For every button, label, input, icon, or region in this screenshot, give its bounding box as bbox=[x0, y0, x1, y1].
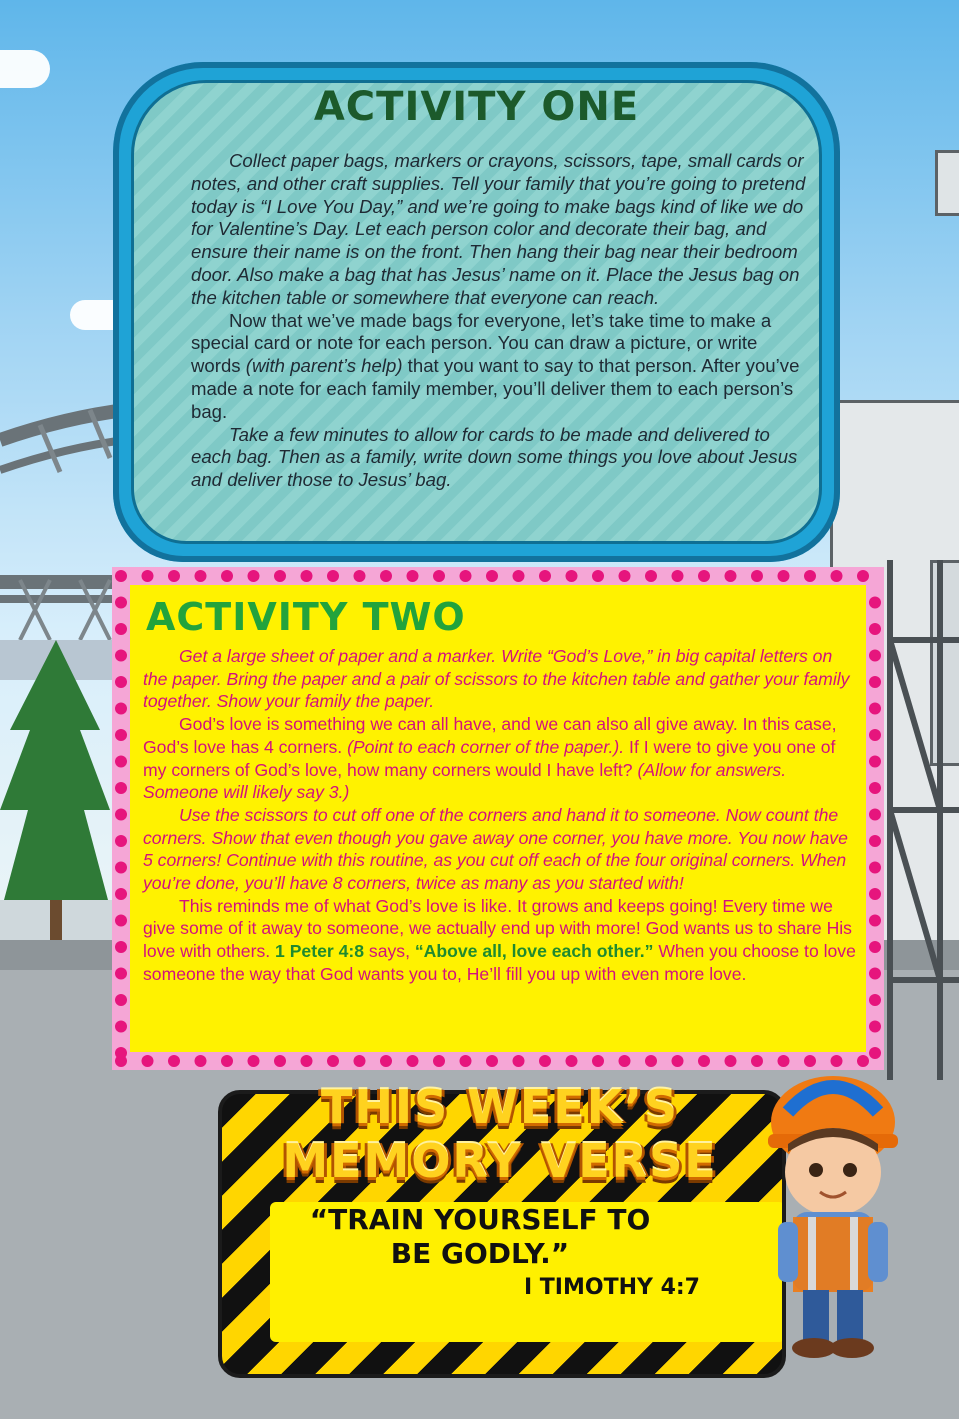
activity-two-body bbox=[143, 645, 861, 986]
border-dot bbox=[327, 1055, 339, 1067]
border-dot bbox=[407, 570, 419, 582]
border-dot bbox=[869, 809, 881, 821]
border-dot bbox=[869, 623, 881, 635]
tree-illustration bbox=[0, 640, 110, 960]
border-dot bbox=[195, 1055, 207, 1067]
border-dot bbox=[486, 570, 498, 582]
activity-one-paragraph: Collect paper bags, markers or crayons, scissors, tape, small cards or notes, and other craft supplies. Tell your family that you’re going to pretend today is “I Love You Day,” and we’re going to make bags kind of like we do for Valentine’s Day. Let each person color and decorate their bag, and ensure their name is on the front. Then hang their bag near their bedroom door. Also make a bag that has Jesus’ name on it. Place the Jesus bag on the kitchen table or somewhere that everyone can reach. bbox=[191, 150, 806, 308]
text-run: God’s love is something we can all have, and we can also all give away. In this case, God’s love has 4 corners. bbox=[143, 714, 837, 757]
activity-two-paragraph bbox=[143, 895, 861, 986]
verse-reference: I TIMOTHY 4:7 bbox=[523, 1275, 700, 1300]
border-dot bbox=[221, 570, 233, 582]
border-dot bbox=[274, 570, 286, 582]
activity-two-title: ACTIVITY TWO bbox=[146, 595, 466, 639]
border-dot bbox=[869, 650, 881, 662]
border-dot bbox=[592, 570, 604, 582]
activity-two-panel bbox=[130, 585, 866, 1052]
border-dot bbox=[869, 888, 881, 900]
border-dot bbox=[115, 756, 127, 768]
memory-verse-title-line2: MEMORY VERSE bbox=[282, 1134, 718, 1188]
border-dot bbox=[804, 570, 816, 582]
activity-one-paragraph bbox=[191, 310, 811, 424]
border-dot bbox=[592, 1055, 604, 1067]
border-dot bbox=[869, 941, 881, 953]
border-dot bbox=[115, 623, 127, 635]
border-dot bbox=[354, 570, 366, 582]
text-run: When you choose to love someone the way that God wants you to, He’ll fill you up with even more love. bbox=[143, 941, 856, 984]
border-dot bbox=[869, 1021, 881, 1033]
border-dot bbox=[539, 1055, 551, 1067]
border-dot bbox=[407, 1055, 419, 1067]
border-dot bbox=[778, 570, 790, 582]
border-dot bbox=[115, 782, 127, 794]
border-dot bbox=[115, 862, 127, 874]
border-dot bbox=[857, 570, 869, 582]
text-run-italic: (with parent’s help) bbox=[245, 355, 403, 377]
border-dot bbox=[115, 1021, 127, 1033]
border-dot bbox=[513, 1055, 525, 1067]
border-dot bbox=[725, 1055, 737, 1067]
border-dot bbox=[354, 1055, 366, 1067]
border-dot bbox=[115, 941, 127, 953]
memory-verse-heading bbox=[250, 1080, 750, 1188]
border-dot bbox=[115, 1047, 127, 1059]
border-dot bbox=[672, 1055, 684, 1067]
border-dot bbox=[168, 570, 180, 582]
border-dot bbox=[115, 968, 127, 980]
text-run-italic: (Allow for answers. Someone will likely say 3.) bbox=[143, 759, 787, 803]
border-dot bbox=[221, 1055, 233, 1067]
border-dot bbox=[248, 570, 260, 582]
border-dot bbox=[115, 915, 127, 927]
text-run-italic: (Point to each corner of the paper.). bbox=[347, 736, 625, 757]
border-dot bbox=[513, 570, 525, 582]
border-dot bbox=[115, 888, 127, 900]
border-dot bbox=[869, 676, 881, 688]
activity-two-paragraph: Use the scissors to cut off one of the corners and hand it to someone. Now count the corners. Show that even though you gave away one corner, you have more. You now have 5 corners! Continue with this routine, as you cut off each of the four original corners. When you’re done, you’ll have 8 corners, twice as many as you started with! bbox=[143, 804, 848, 894]
border-dot bbox=[115, 994, 127, 1006]
border-dot bbox=[115, 676, 127, 688]
scripture-reference: 1 Peter 4:8 bbox=[275, 941, 365, 962]
border-dot bbox=[142, 570, 154, 582]
border-dot bbox=[869, 782, 881, 794]
text-run: that you want to say to that person. After you’ve made a note for each family member, you’ll deliver them to each person’s bag. bbox=[191, 355, 800, 422]
activity-two-card bbox=[112, 567, 884, 1070]
border-dot bbox=[869, 597, 881, 609]
border-dot bbox=[115, 570, 127, 582]
scripture-quote: “Above all, love each other.” bbox=[414, 941, 654, 962]
memory-verse-text bbox=[230, 1203, 730, 1271]
border-dot bbox=[645, 1055, 657, 1067]
border-dot bbox=[115, 809, 127, 821]
border-dot bbox=[433, 570, 445, 582]
border-dot bbox=[380, 1055, 392, 1067]
border-dot bbox=[725, 570, 737, 582]
border-dot bbox=[869, 729, 881, 741]
verse-line: BE GODLY.” bbox=[390, 1237, 570, 1270]
text-run: This reminds me of what God’s love is like. It grows and keeps going! Every time we give some of it away to someone, we actually end up with more! God wants us to share His love with others. bbox=[143, 895, 852, 962]
border-dot bbox=[115, 729, 127, 741]
border-dot bbox=[460, 1055, 472, 1067]
border-dot bbox=[869, 994, 881, 1006]
border-dot bbox=[460, 570, 472, 582]
border-dot bbox=[645, 570, 657, 582]
building bbox=[935, 150, 959, 216]
cloud bbox=[0, 50, 50, 88]
border-dot bbox=[168, 1055, 180, 1067]
activity-one-title: ACTIVITY ONE bbox=[313, 84, 640, 130]
border-dot bbox=[869, 835, 881, 847]
text-run: If I were to give you one of my corners of God’s love, how many corners would I have left? bbox=[143, 736, 836, 780]
border-dot bbox=[380, 570, 392, 582]
text-run: Now that we’ve made bags for everyone, let’s take time to make a special card or note for each person. You can draw a picture, or write words bbox=[191, 309, 772, 377]
border-dot bbox=[672, 570, 684, 582]
border-dot bbox=[142, 1055, 154, 1067]
border-dot bbox=[869, 862, 881, 874]
memory-verse-title-line1: THIS WEEK’S bbox=[321, 1080, 679, 1134]
verse-line: “TRAIN YOURSELF TO bbox=[309, 1203, 651, 1236]
border-dot bbox=[115, 703, 127, 715]
border-dot bbox=[751, 570, 763, 582]
border-dot bbox=[869, 968, 881, 980]
border-dot bbox=[115, 597, 127, 609]
border-dot bbox=[301, 570, 313, 582]
border-dot bbox=[869, 915, 881, 927]
activity-one-card bbox=[113, 62, 840, 562]
border-dot bbox=[698, 1055, 710, 1067]
border-dot bbox=[831, 570, 843, 582]
border-dot bbox=[195, 570, 207, 582]
border-dot bbox=[248, 1055, 260, 1067]
construction-worker-illustration bbox=[748, 1052, 918, 1364]
border-dot bbox=[433, 1055, 445, 1067]
activity-one-body bbox=[191, 150, 811, 492]
activity-two-paragraph bbox=[143, 713, 861, 804]
border-dot bbox=[869, 703, 881, 715]
border-dot bbox=[115, 835, 127, 847]
border-dot bbox=[274, 1055, 286, 1067]
activity-two-paragraph: Get a large sheet of paper and a marker. Write “God’s Love,” in big capital letters on the paper. Bring the paper and a pair of scissors to the kitchen table and gather your family together. Show your family the paper. bbox=[143, 646, 850, 712]
border-dot bbox=[869, 756, 881, 768]
text-run: says, bbox=[364, 941, 415, 962]
border-dot bbox=[327, 570, 339, 582]
border-dot bbox=[115, 650, 127, 662]
border-dot bbox=[698, 570, 710, 582]
border-dot bbox=[486, 1055, 498, 1067]
activity-one-paragraph: Take a few minutes to allow for cards to be made and delivered to each bag. Then as a family, write down some things you love about Jesus and deliver those to Jesus’ bag. bbox=[191, 423, 798, 491]
border-dot bbox=[539, 570, 551, 582]
border-dot bbox=[619, 570, 631, 582]
border-dot bbox=[566, 1055, 578, 1067]
scaffold-illustration bbox=[880, 560, 959, 1080]
border-dot bbox=[619, 1055, 631, 1067]
border-dot bbox=[566, 570, 578, 582]
border-dot bbox=[301, 1055, 313, 1067]
